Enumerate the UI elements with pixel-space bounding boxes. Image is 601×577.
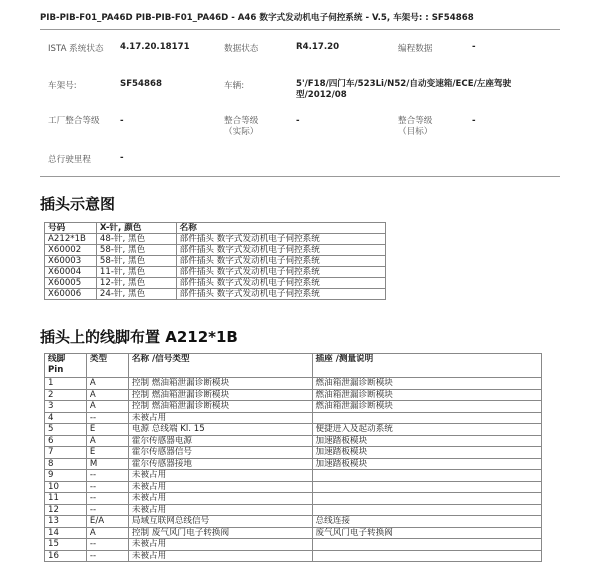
vin-label: 车架号: [48, 81, 77, 91]
connector-row [45, 256, 386, 267]
table-cell: -- [86, 481, 128, 493]
pin-row [45, 550, 542, 562]
table-cell: 58-针, 黑色 [96, 256, 176, 267]
actual-level-label: 整合等级（实际） [224, 116, 259, 137]
table-cell: X60004 [45, 267, 97, 278]
table-cell: 局域互联网总线信号 [128, 516, 312, 528]
table-cell: 14 [45, 527, 87, 539]
connector-row [45, 278, 386, 289]
connector-row [45, 245, 386, 256]
pin-row [45, 435, 542, 447]
pin-table [44, 353, 542, 562]
pin-header-cn: 线脚 [48, 354, 66, 364]
programming-label: 编程数据 [398, 44, 433, 54]
connector-row [45, 267, 386, 278]
table-cell: 未被占用 [128, 504, 312, 516]
table-cell: 燃油箱泄漏诊断模块 [312, 389, 541, 401]
pin-row [45, 527, 542, 539]
column-header-socket: 插座 /测量说明 [312, 354, 541, 378]
table-cell: 加速踏板模块 [312, 458, 541, 470]
pin-row [45, 424, 542, 436]
table-cell: 12-针, 黑色 [96, 278, 176, 289]
table-cell: A [86, 389, 128, 401]
pin-row [45, 516, 542, 528]
pin-row [45, 412, 542, 424]
table-cell: 5 [45, 424, 87, 436]
table-cell: 11 [45, 493, 87, 505]
table-cell: 未被占用 [128, 539, 312, 551]
table-cell: 9 [45, 470, 87, 482]
table-cell: 霍尔传感器信号 [128, 447, 312, 459]
document-header: PIB-PIB-F01_PA46D PIB-PIB-F01_PA46D - A46 数字式发动机电子伺控系统 - V.5, 车架号: : SF54868 [40, 13, 474, 23]
table-cell: X60006 [45, 289, 97, 300]
connector-header-row [45, 223, 386, 234]
table-cell: 未被占用 [128, 493, 312, 505]
pin-row [45, 401, 542, 413]
table-cell: E/A [86, 516, 128, 528]
actual-level-value: - [296, 116, 300, 126]
table-cell [312, 412, 541, 424]
table-cell: 未被占用 [128, 550, 312, 562]
table-cell: -- [86, 493, 128, 505]
table-cell: 燃油箱泄漏诊断模块 [312, 378, 541, 390]
pin-row [45, 389, 542, 401]
connector-overview-heading: 插头示意图 [40, 195, 116, 213]
table-cell: E [86, 447, 128, 459]
table-cell: 16 [45, 550, 87, 562]
table-cell [312, 470, 541, 482]
factory-level-value: - [120, 116, 124, 126]
table-cell: 控制 燃油箱泄漏诊断模块 [128, 401, 312, 413]
programming-value: - [472, 42, 476, 52]
pin-row [45, 481, 542, 493]
table-cell [312, 481, 541, 493]
table-cell: A [86, 378, 128, 390]
table-cell: 控制 废气风门电子转换阀 [128, 527, 312, 539]
table-cell: 2 [45, 389, 87, 401]
table-cell: 部件插头 数字式发动机电子伺控系统 [176, 267, 385, 278]
table-cell: 10 [45, 481, 87, 493]
table-cell: X60005 [45, 278, 97, 289]
table-cell: 部件插头 数字式发动机电子伺控系统 [176, 278, 385, 289]
table-cell: 电源 总线端 Kl. 15 [128, 424, 312, 436]
table-cell: 未被占用 [128, 470, 312, 482]
table-cell: 12 [45, 504, 87, 516]
table-cell: 部件插头 数字式发动机电子伺控系统 [176, 256, 385, 267]
table-cell: 控制 燃油箱泄漏诊断模块 [128, 378, 312, 390]
table-cell: A [86, 435, 128, 447]
table-cell: 便捷进入及起动系统 [312, 424, 541, 436]
table-cell: 部件插头 数字式发动机电子伺控系统 [176, 234, 385, 245]
table-cell: 3 [45, 401, 87, 413]
pin-row [45, 458, 542, 470]
vehicle-label: 车辆: [224, 81, 245, 91]
header-divider [40, 29, 560, 30]
column-header-pin [45, 354, 87, 378]
table-cell: -- [86, 470, 128, 482]
table-cell: 1 [45, 378, 87, 390]
column-header-name: 名称 [176, 223, 385, 234]
table-cell: 6 [45, 435, 87, 447]
table-cell: 15 [45, 539, 87, 551]
table-cell: -- [86, 504, 128, 516]
table-cell: 霍尔传感器接地 [128, 458, 312, 470]
table-cell: 4 [45, 412, 87, 424]
connector-row [45, 234, 386, 245]
info-divider [40, 176, 560, 177]
ista-value: 4.17.20.18171 [120, 42, 190, 52]
target-level-label: 整合等级（目标） [398, 116, 433, 137]
table-cell [312, 550, 541, 562]
pin-header-row [45, 354, 542, 378]
table-cell: 24-针, 黑色 [96, 289, 176, 300]
table-cell: 48-针, 黑色 [96, 234, 176, 245]
pin-header-en: Pin [48, 365, 64, 375]
table-cell [312, 493, 541, 505]
table-cell: 总线连接 [312, 516, 541, 528]
data-status-value: R4.17.20 [296, 42, 340, 52]
table-cell: -- [86, 550, 128, 562]
column-header-pins-color: X-针, 颜色 [96, 223, 176, 234]
column-header-number: 号码 [45, 223, 97, 234]
table-cell: 部件插头 数字式发动机电子伺控系统 [176, 289, 385, 300]
table-cell: M [86, 458, 128, 470]
table-cell: 8 [45, 458, 87, 470]
table-cell: A [86, 401, 128, 413]
ista-label: ISTA 系统状态 [48, 44, 104, 54]
column-header-signal: 名称 /信号类型 [128, 354, 312, 378]
table-cell: 燃油箱泄漏诊断模块 [312, 401, 541, 413]
table-cell: 7 [45, 447, 87, 459]
table-cell: A212*1B [45, 234, 97, 245]
table-cell: 霍尔传感器电源 [128, 435, 312, 447]
connector-row [45, 289, 386, 300]
table-cell: -- [86, 412, 128, 424]
table-cell: 加速踏板模块 [312, 435, 541, 447]
target-level-value: - [472, 116, 476, 126]
pin-row [45, 470, 542, 482]
factory-level-label: 工厂整合等级 [48, 116, 100, 126]
table-cell: 未被占用 [128, 412, 312, 424]
pin-row [45, 539, 542, 551]
table-cell: -- [86, 539, 128, 551]
pin-row [45, 378, 542, 390]
table-cell: 13 [45, 516, 87, 528]
mileage-label: 总行驶里程 [48, 155, 91, 165]
mileage-value: - [120, 153, 124, 163]
pin-row [45, 504, 542, 516]
table-cell: 废气风门电子转换阀 [312, 527, 541, 539]
table-cell: 未被占用 [128, 481, 312, 493]
vehicle-value: 5'/F18/四门车/523Li/N52/自动变速箱/ECE/左座驾驶型/2012/08 [296, 79, 512, 100]
table-cell: 11-针, 黑色 [96, 267, 176, 278]
pin-row [45, 447, 542, 459]
table-cell: A [86, 527, 128, 539]
table-cell: 加速踏板模块 [312, 447, 541, 459]
table-cell: X60003 [45, 256, 97, 267]
pin-assignment-heading: 插头上的线脚布置 A212*1B [40, 328, 238, 346]
connector-table [44, 222, 386, 300]
pin-row [45, 493, 542, 505]
table-cell: 58-针, 黑色 [96, 245, 176, 256]
data-status-label: 数据状态 [224, 44, 259, 54]
table-cell: X60002 [45, 245, 97, 256]
table-cell: 部件插头 数字式发动机电子伺控系统 [176, 245, 385, 256]
table-cell [312, 504, 541, 516]
table-cell: E [86, 424, 128, 436]
table-cell: 控制 燃油箱泄漏诊断模块 [128, 389, 312, 401]
table-cell [312, 539, 541, 551]
vin-value: SF54868 [120, 79, 162, 89]
column-header-type: 类型 [86, 354, 128, 378]
